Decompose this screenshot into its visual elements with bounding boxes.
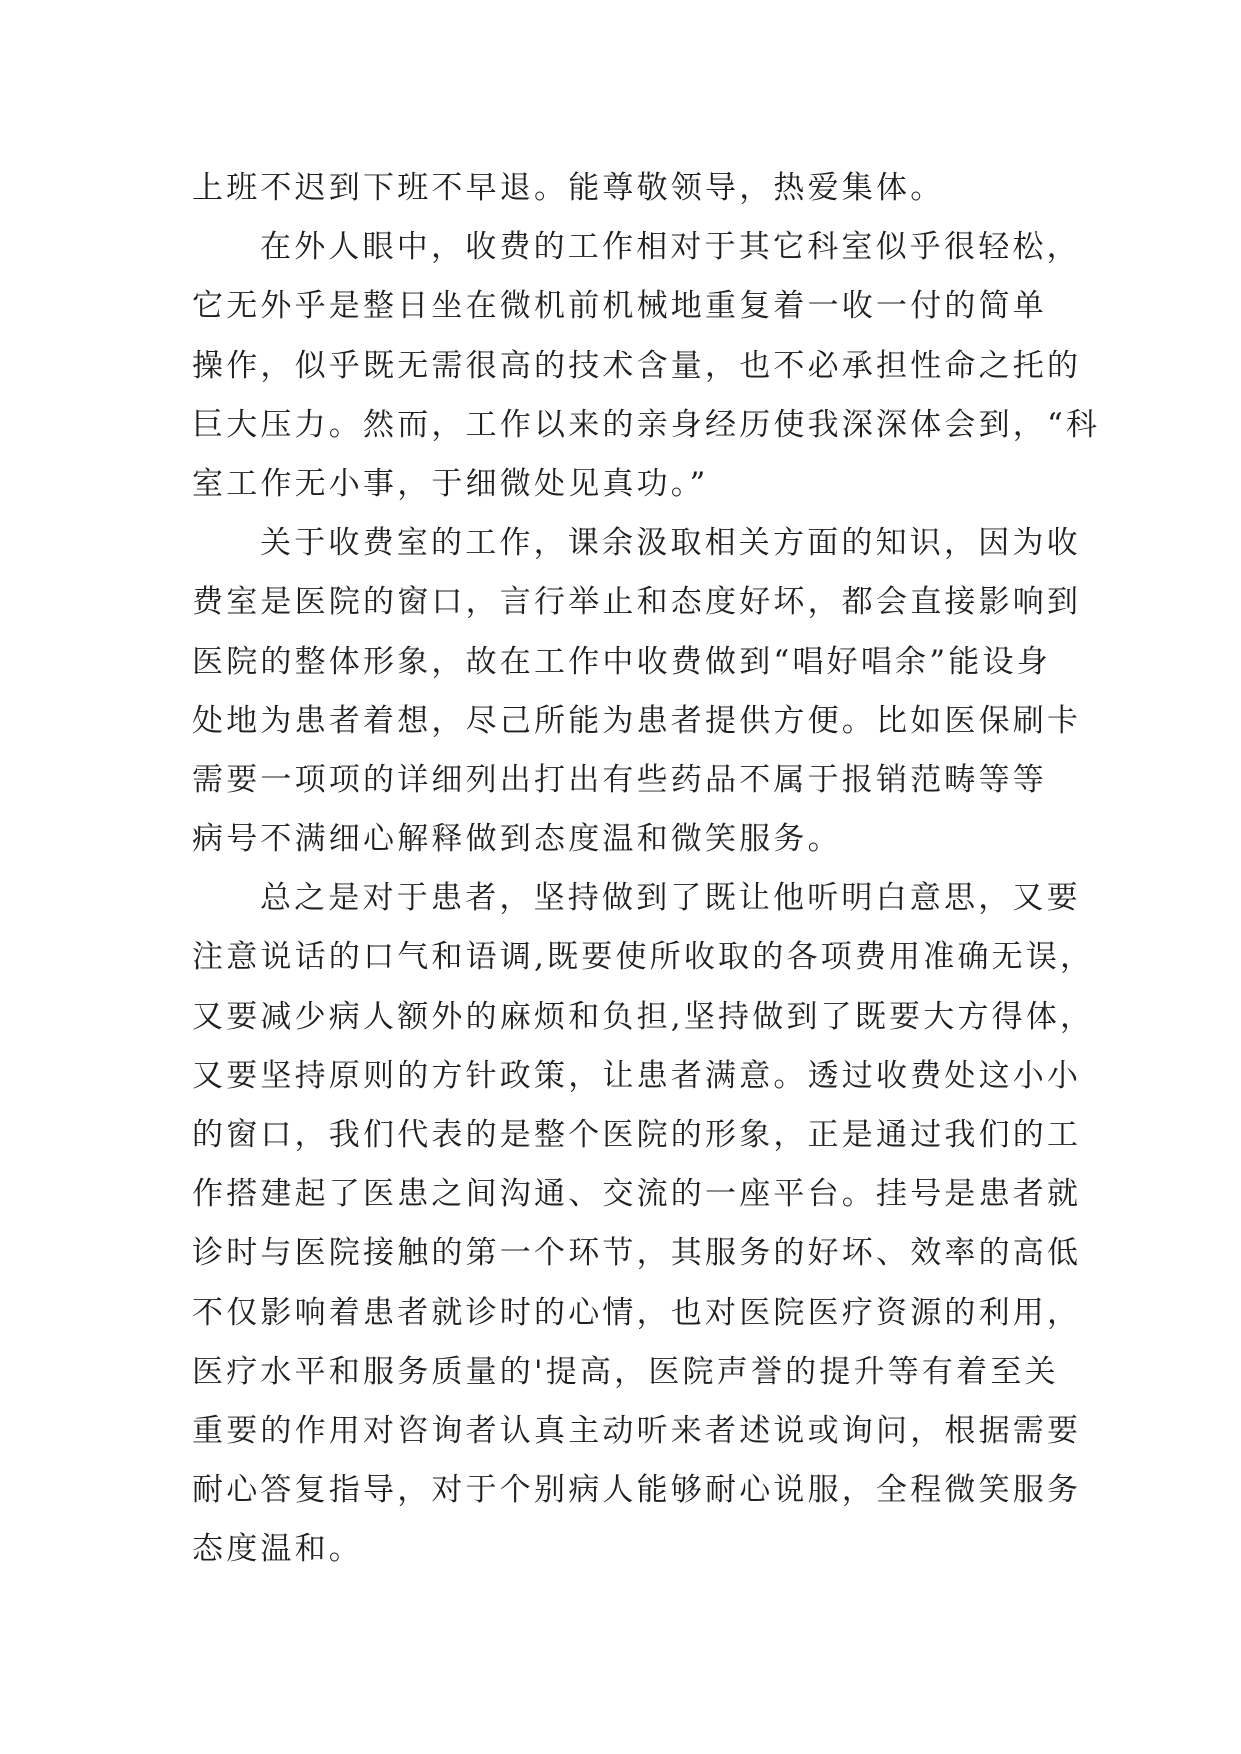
paragraph-1 [192, 159, 1072, 218]
text-line: 操作，似乎既无需很高的技术含量，也不必承担性命之托的 [192, 347, 1082, 384]
text-line: 室工作无小事，于细微处见真功。” [192, 465, 709, 502]
text-line: 不仅影响着患者就诊时的心情，也对医院医疗资源的利用， [192, 1294, 1082, 1331]
text-line: 的窗口，我们代表的是整个医院的形象，正是通过我们的工 [192, 1117, 1082, 1153]
text-line: 病号不满细心解释做到态度温和微笑服务。 [192, 821, 842, 858]
text-line: 医疗水平和服务质量的'提高，医院声誉的提升等有着至关 [192, 1353, 1059, 1390]
paragraph-3 [192, 514, 1082, 869]
paragraph-4 [192, 869, 1095, 1579]
text-line: 耐心答复指导，对于个别病人能够耐心说服，全程微笑服务 [192, 1472, 1082, 1509]
text-line: 态度温和。 [192, 1531, 363, 1568]
text-line: 医院的整体形象，故在工作中收费做到“唱好唱余”能设身 [192, 643, 1051, 680]
text-line: 需要一项项的详细列出打出有些药品不属于报销范畴等等 [192, 761, 1047, 798]
text-line: 总之是对于患者，坚持做到了既让他听明白意思，又要 [260, 880, 1081, 917]
body-text [192, 159, 1101, 1580]
text-line: 费室是医院的窗口，言行举止和态度好坏，都会直接影响到 [192, 584, 1082, 621]
text-line: 关于收费室的工作，课余汲取相关方面的知识，因为收 [260, 525, 1081, 562]
text-line: 上班不迟到下班不早退。能尊敬领导，热爱集体。 [192, 170, 945, 206]
text-line: 又要坚持原则的方针政策，让患者满意。透过收费处这小小 [192, 1057, 1082, 1094]
text-line: 在外人眼中，收费的工作相对于其它科室似乎很轻松， [260, 229, 1081, 266]
text-line: 巨大压力。然而，工作以来的亲身经历使我深深体会到，“科 [192, 406, 1101, 443]
text-line: 作搭建起了医患之间沟通、交流的一座平台。挂号是患者就 [192, 1176, 1082, 1213]
text-line: 处地为患者着想，尽己所能为患者提供方便。比如医保刷卡 [192, 702, 1082, 739]
text-line: 它无外乎是整日坐在微机前机械地重复着一收一付的简单 [192, 288, 1047, 325]
text-line: 诊时与医院接触的第一个环节，其服务的好坏、效率的高低 [192, 1235, 1082, 1272]
text-line: 又要减少病人额外的麻烦和负担,坚持做到了既要大方得体， [192, 998, 1095, 1035]
paragraph-2 [192, 218, 1101, 514]
text-line: 重要的作用对咨询者认真主动听来者述说或询问，根据需要 [192, 1412, 1082, 1449]
text-line: 注意说话的口气和语调,既要使所收取的各项费用准确无误， [192, 939, 1095, 976]
